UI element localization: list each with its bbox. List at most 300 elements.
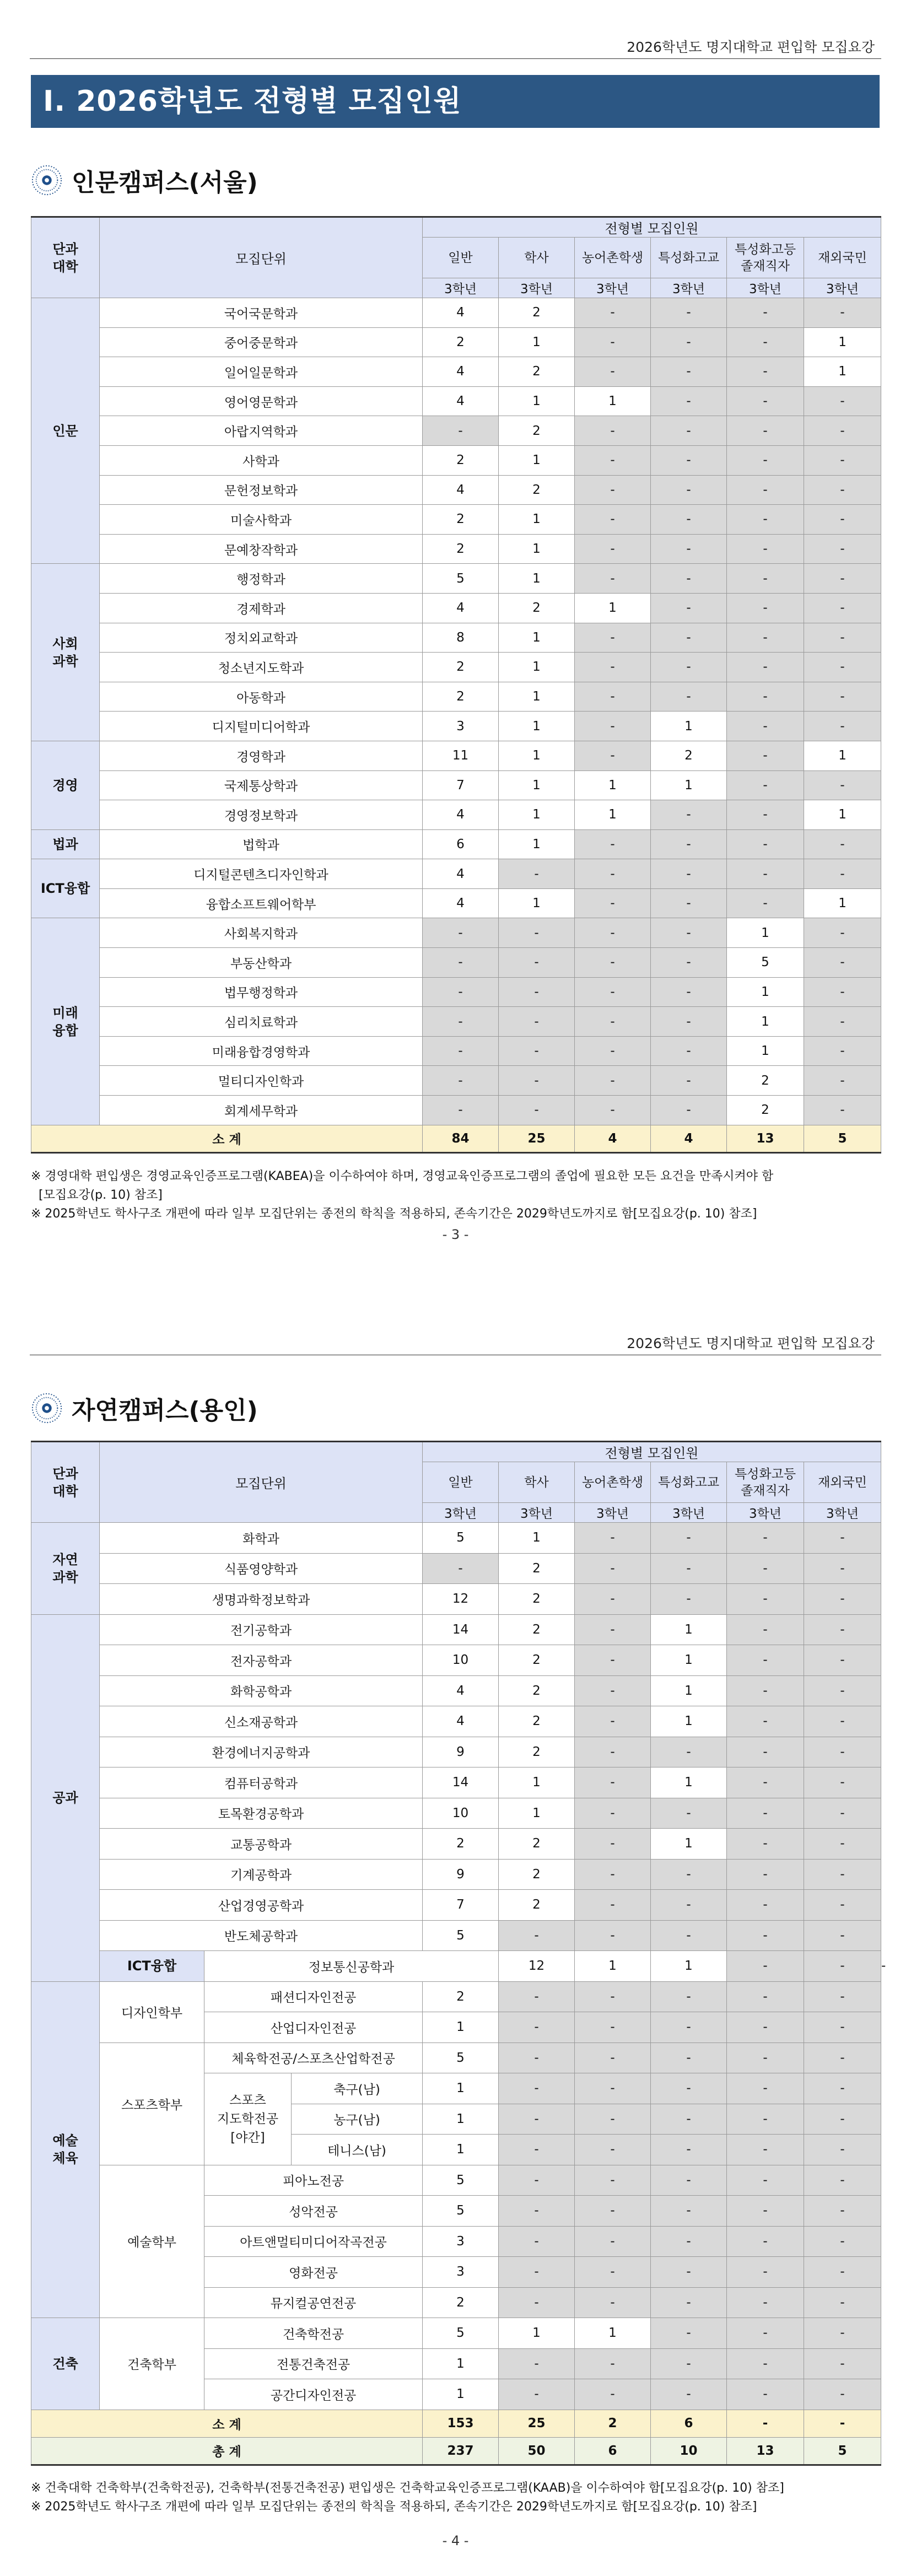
value-cell: -	[575, 1675, 651, 1706]
value-cell: 1	[423, 2348, 499, 2379]
college-cell: 법과	[31, 829, 100, 859]
value-cell: -	[575, 2073, 651, 2104]
value-cell: -	[727, 1767, 804, 1798]
value-cell: -	[651, 2196, 727, 2227]
col-year: 3학년	[804, 278, 881, 298]
value-cell: -	[651, 505, 727, 535]
value-cell: 1	[499, 445, 575, 475]
value-cell: 1	[499, 505, 575, 535]
value-cell: 4	[423, 888, 499, 918]
value-cell: -	[727, 1706, 804, 1737]
value-cell: -	[423, 1553, 499, 1584]
value-cell: -	[575, 1706, 651, 1737]
unit-cell: 반도체공학과	[100, 1920, 423, 1951]
value-cell: -	[804, 1737, 881, 1767]
unit-cell: 융합소프트웨어학부	[100, 888, 423, 918]
table-row	[31, 770, 881, 800]
value-cell: -	[804, 1890, 881, 1921]
value-cell: -	[575, 682, 651, 712]
subtotal-value: 84	[423, 1125, 499, 1152]
college-cell: ICT융합	[100, 1951, 204, 1982]
value-cell: -	[575, 859, 651, 889]
note-2: ※ 2025학년도 학사구조 개편에 따라 일부 모집단위는 종전의 학칙을 적용하되, 존속기간은 2029학년도까지로 함[모집요강(p. 10) 참조]	[31, 2500, 757, 2514]
table-row	[31, 564, 881, 594]
value-cell: -	[727, 593, 804, 623]
value-cell: -	[651, 2135, 727, 2165]
value-cell: -	[499, 948, 575, 978]
value-cell: -	[727, 829, 804, 859]
value-cell: -	[727, 741, 804, 770]
subtotal-value: 4	[575, 1125, 651, 1152]
page-number-3: - 3 -	[442, 1227, 469, 1242]
value-cell: -	[499, 2165, 575, 2196]
value-cell: 2	[423, 505, 499, 535]
value-cell: -	[804, 2226, 881, 2257]
value-cell: 1	[499, 682, 575, 712]
value-cell: 2	[499, 1737, 575, 1767]
subtotal-value: 13	[727, 1125, 804, 1152]
value-cell: -	[575, 2043, 651, 2073]
total-row	[31, 2437, 881, 2465]
col-type: 농어촌학생	[575, 238, 651, 278]
value-cell: 1	[651, 1829, 727, 1860]
value-cell: -	[651, 829, 727, 859]
value-cell: -	[575, 712, 651, 741]
value-cell: -	[575, 1737, 651, 1767]
table-row	[31, 2165, 881, 2196]
value-cell: -	[499, 2135, 575, 2165]
subtotal-value: 25	[499, 2410, 575, 2437]
value-cell: -	[727, 2135, 804, 2165]
value-cell: 3	[423, 712, 499, 741]
value-cell: -	[575, 298, 651, 328]
value-cell: -	[727, 298, 804, 328]
value-cell: 1	[499, 712, 575, 741]
value-cell: -	[651, 534, 727, 564]
value-cell: 1	[575, 386, 651, 416]
value-cell: -	[727, 2073, 804, 2104]
value-cell: -	[651, 475, 727, 505]
col-type: 특성화고등 졸재직자	[727, 238, 804, 278]
value-cell: 1	[499, 800, 575, 830]
value-cell: -	[575, 1066, 651, 1096]
unit-cell: 토목환경공학과	[100, 1798, 423, 1829]
value-cell: -	[575, 327, 651, 357]
value-cell: -	[804, 2257, 881, 2288]
value-cell: 4	[423, 800, 499, 830]
value-cell: -	[804, 712, 881, 741]
value-cell: -	[727, 1829, 804, 1860]
table-row	[31, 1890, 881, 1921]
value-cell: 1	[423, 2012, 499, 2043]
table-row	[31, 2043, 881, 2073]
value-cell: -	[727, 770, 804, 800]
value-cell: 1	[499, 1798, 575, 1829]
value-cell: -	[804, 593, 881, 623]
value-cell: -	[575, 1859, 651, 1890]
value-cell: 1	[804, 800, 881, 830]
value-cell: -	[575, 2348, 651, 2379]
value-cell: -	[727, 1890, 804, 1921]
value-cell: -	[575, 653, 651, 682]
value-cell: -	[575, 2135, 651, 2165]
subtotal-label: 소 계	[31, 1125, 423, 1152]
value-cell: -	[575, 977, 651, 1007]
note-1: ※ 건축대학 건축학부(건축학전공), 건축학부(전통건축전공) 편입생은 건축학교육인증프로그램(KAAB)을 이수하여야 함[모집요강(p. 10) 참조]	[31, 2481, 784, 2495]
value-cell: 1	[499, 386, 575, 416]
value-cell: -	[804, 386, 881, 416]
value-cell: -	[727, 1584, 804, 1615]
value-cell: -	[804, 1675, 881, 1706]
value-cell: -	[499, 1096, 575, 1125]
page-header-2: 2026학년도 명지대학교 편입학 모집요강	[627, 1335, 875, 1351]
unit-cell: 전통건축전공	[204, 2348, 423, 2379]
value-cell: -	[804, 1859, 881, 1890]
value-cell: 5	[423, 2043, 499, 2073]
value-cell: 2	[423, 1829, 499, 1860]
value-cell: -	[575, 2287, 651, 2318]
value-cell: -	[651, 1036, 727, 1066]
value-cell: 1	[651, 712, 727, 741]
col-year: 3학년	[575, 278, 651, 298]
value-cell: 1	[499, 564, 575, 594]
value-cell: -	[499, 1981, 575, 2012]
subtotal-value: 25	[499, 1125, 575, 1152]
value-cell: -	[804, 1553, 881, 1584]
value-cell: -	[651, 2379, 727, 2410]
value-cell: -	[804, 416, 881, 446]
value-cell: -	[651, 2073, 727, 2104]
value-cell: -	[804, 2287, 881, 2318]
value-cell: 5	[423, 1920, 499, 1951]
dept-cell: 디자인학부	[100, 1981, 204, 2043]
value-cell: -	[423, 1007, 499, 1037]
value-cell: 1	[423, 2135, 499, 2165]
unit-cell: 농구(남)	[292, 2104, 423, 2135]
value-cell: -	[651, 2257, 727, 2288]
value-cell: -	[651, 1584, 727, 1615]
campus-title-yongin	[31, 1389, 258, 1427]
value-cell: -	[651, 564, 727, 594]
value-cell: 1	[651, 1706, 727, 1737]
table-row	[31, 593, 881, 623]
value-cell: -	[804, 445, 881, 475]
value-cell: -	[804, 2318, 881, 2349]
value-cell: -	[575, 445, 651, 475]
value-cell: -	[499, 859, 575, 889]
value-cell: -	[423, 416, 499, 446]
unit-cell: 심리치료학과	[100, 1007, 423, 1037]
value-cell: -	[651, 682, 727, 712]
unit-cell: 문예창작학과	[100, 534, 423, 564]
value-cell: 1	[804, 741, 881, 770]
subtotal-row	[31, 2410, 881, 2437]
value-cell: -	[651, 357, 727, 387]
value-cell: -	[804, 2104, 881, 2135]
unit-cell: 산업디자인전공	[204, 2012, 423, 2043]
value-cell: -	[575, 1553, 651, 1584]
value-cell: -	[651, 1007, 727, 1037]
table-row	[31, 1096, 881, 1125]
value-cell: -	[727, 1859, 804, 1890]
value-cell: -	[727, 357, 804, 387]
value-cell: 12	[499, 1951, 575, 1982]
value-cell: -	[575, 1798, 651, 1829]
value-cell: 5	[423, 2165, 499, 2196]
value-cell: -	[651, 1737, 727, 1767]
section-title-banner: Ⅰ. 2026학년도 전형별 모집인원	[31, 75, 880, 128]
value-cell: -	[727, 475, 804, 505]
value-cell: -	[727, 1523, 804, 1554]
value-cell: -	[804, 505, 881, 535]
value-cell: -	[804, 1645, 881, 1676]
value-cell: -	[804, 948, 881, 978]
value-cell: -	[575, 1645, 651, 1676]
value-cell: 10	[423, 1798, 499, 1829]
value-cell: -	[575, 1829, 651, 1860]
value-cell: -	[727, 2226, 804, 2257]
value-cell: -	[575, 888, 651, 918]
seoul-notes	[31, 1167, 891, 1224]
value-cell: 1	[727, 1036, 804, 1066]
value-cell: -	[727, 1614, 804, 1645]
col-type: 특성화고교	[651, 1462, 727, 1503]
unit-cell: 아랍지역학과	[100, 416, 423, 446]
subtotal-label: 소 계	[31, 2410, 423, 2437]
unit-cell: 패션디자인전공	[204, 1981, 423, 2012]
university-emblem-icon	[31, 164, 63, 196]
value-cell: 1	[499, 888, 575, 918]
value-cell: -	[575, 1920, 651, 1951]
value-cell: -	[804, 475, 881, 505]
table-row	[31, 1706, 881, 1737]
note-2: ※ 2025학년도 학사구조 개편에 따라 일부 모집단위는 종전의 학칙을 적용하되, 존속기간은 2029학년도까지로 함[모집요강(p. 10) 참조]	[31, 1207, 757, 1221]
value-cell: 4	[423, 475, 499, 505]
value-cell: 1	[651, 1645, 727, 1676]
page-header: 2026학년도 명지대학교 편입학 모집요강	[627, 39, 875, 55]
page-number-4: - 4 -	[442, 2533, 469, 2548]
unit-cell: 산업경영공학과	[100, 1890, 423, 1921]
total-value: 13	[727, 2437, 804, 2465]
value-cell: -	[499, 2257, 575, 2288]
value-cell: 2	[499, 1584, 575, 1615]
value-cell: -	[804, 1614, 881, 1645]
unit-cell: 신소재공학과	[100, 1706, 423, 1737]
value-cell: 1	[423, 2073, 499, 2104]
value-cell: -	[575, 416, 651, 446]
value-cell: -	[499, 2287, 575, 2318]
value-cell: 4	[423, 298, 499, 328]
value-cell: 2	[499, 298, 575, 328]
value-cell: 14	[423, 1767, 499, 1798]
value-cell: -	[804, 1523, 881, 1554]
table-row	[31, 475, 881, 505]
value-cell: -	[575, 357, 651, 387]
col-type: 재외국민	[804, 1462, 881, 1503]
subtotal-value: 153	[423, 2410, 499, 2437]
campus-title-seoul	[31, 161, 258, 200]
dept-cell: 스포츠학부	[100, 2043, 204, 2165]
value-cell: -	[727, 327, 804, 357]
value-cell: -	[651, 1523, 727, 1554]
total-label: 총 계	[31, 2437, 423, 2465]
col-year: 3학년	[727, 278, 804, 298]
value-cell: 1	[575, 770, 651, 800]
table-row	[31, 1829, 881, 1860]
value-cell: -	[499, 1007, 575, 1037]
value-cell: 1	[423, 2379, 499, 2410]
value-cell: -	[651, 2348, 727, 2379]
table-row	[31, 800, 881, 830]
value-cell: -	[727, 416, 804, 446]
col-year: 3학년	[727, 1503, 804, 1523]
value-cell: 2	[499, 357, 575, 387]
value-cell: -	[804, 770, 881, 800]
col-type: 일반	[423, 238, 499, 278]
unit-cell: 경영학과	[100, 741, 423, 770]
value-cell: -	[651, 445, 727, 475]
value-cell: 1	[727, 977, 804, 1007]
col-type: 특성화고교	[651, 238, 727, 278]
unit-cell: 디지털미디어학과	[100, 712, 423, 741]
unit-cell: 아동학과	[100, 682, 423, 712]
value-cell: -	[804, 653, 881, 682]
value-cell: 7	[423, 770, 499, 800]
value-cell: 2	[727, 1096, 804, 1125]
value-cell: 4	[423, 357, 499, 387]
value-cell: -	[575, 829, 651, 859]
value-cell: 7	[423, 1890, 499, 1921]
value-cell: -	[804, 1584, 881, 1615]
subtotal-row	[31, 1125, 881, 1152]
table-row	[31, 918, 881, 948]
value-cell: 1	[575, 1951, 651, 1982]
value-cell: -	[727, 653, 804, 682]
value-cell: 2	[499, 475, 575, 505]
table-row	[31, 416, 881, 446]
value-cell: -	[575, 2196, 651, 2227]
value-cell: 2	[727, 1066, 804, 1096]
value-cell: 12	[423, 1584, 499, 1615]
unit-cell: 화학공학과	[100, 1675, 423, 1706]
value-cell: -	[804, 298, 881, 328]
table-row	[31, 948, 881, 978]
value-cell: 5	[423, 564, 499, 594]
subtotal-value: 2	[575, 2410, 651, 2437]
table-row	[31, 888, 881, 918]
table-row	[31, 623, 881, 653]
table-row	[31, 1981, 881, 2012]
yongin-notes	[31, 2479, 891, 2516]
table-row	[31, 1036, 881, 1066]
value-cell: -	[575, 1584, 651, 1615]
value-cell: 2	[651, 741, 727, 770]
col-year: 3학년	[423, 278, 499, 298]
value-cell: -	[727, 2379, 804, 2410]
value-cell: -	[727, 2104, 804, 2135]
table-row	[31, 1584, 881, 1615]
col-type: 농어촌학생	[575, 1462, 651, 1503]
value-cell: 2	[499, 593, 575, 623]
value-cell: -	[804, 977, 881, 1007]
value-cell: -	[727, 1737, 804, 1767]
value-cell: -	[423, 1096, 499, 1125]
value-cell: -	[727, 682, 804, 712]
total-value: 6	[575, 2437, 651, 2465]
value-cell: 4	[423, 859, 499, 889]
value-cell: -	[575, 623, 651, 653]
value-cell: -	[651, 623, 727, 653]
value-cell: -	[575, 475, 651, 505]
value-cell: -	[804, 682, 881, 712]
value-cell: 2	[423, 445, 499, 475]
unit-cell: 컴퓨터공학과	[100, 1767, 423, 1798]
value-cell: 1	[423, 2104, 499, 2135]
value-cell: -	[651, 2318, 727, 2349]
value-cell: -	[423, 1066, 499, 1096]
unit-cell: 사학과	[100, 445, 423, 475]
value-cell: -	[804, 1066, 881, 1096]
value-cell: -	[804, 1706, 881, 1737]
unit-cell: 정치외교학과	[100, 623, 423, 653]
unit-cell: 영어영문학과	[100, 386, 423, 416]
value-cell: -	[575, 2012, 651, 2043]
value-cell: -	[727, 2165, 804, 2196]
value-cell: 2	[499, 1675, 575, 1706]
col-year: 3학년	[804, 1503, 881, 1523]
value-cell: 1	[575, 800, 651, 830]
value-cell: -	[727, 800, 804, 830]
value-cell: -	[727, 1675, 804, 1706]
unit-cell: 영화전공	[204, 2257, 423, 2288]
value-cell: -	[499, 2012, 575, 2043]
table-row	[31, 1523, 881, 1554]
unit-cell: 사회복지학과	[100, 918, 423, 948]
value-cell: -	[651, 2043, 727, 2073]
value-cell: -	[804, 1981, 881, 2012]
table-row	[31, 1920, 881, 1951]
value-cell: 14	[423, 1614, 499, 1645]
value-cell: 1	[575, 2318, 651, 2349]
table-row	[31, 1645, 881, 1676]
table-row	[31, 2318, 881, 2349]
value-cell: 1	[804, 357, 881, 387]
value-cell: 1	[651, 1614, 727, 1645]
value-cell: -	[804, 1829, 881, 1860]
value-cell: -	[499, 2379, 575, 2410]
value-cell: 1	[651, 1951, 727, 1982]
unit-cell: 축구(남)	[292, 2073, 423, 2104]
value-cell: -	[727, 1920, 804, 1951]
value-cell: -	[575, 1890, 651, 1921]
value-cell: -	[804, 1798, 881, 1829]
value-cell: -	[651, 1859, 727, 1890]
value-cell: -	[804, 1036, 881, 1066]
unit-cell: 화학과	[100, 1523, 423, 1554]
value-cell: 5	[423, 2318, 499, 2349]
unit-cell: 아트앤멀티미디어작곡전공	[204, 2226, 423, 2257]
unit-cell: 미래융합경영학과	[100, 1036, 423, 1066]
table-row	[31, 1767, 881, 1798]
total-value: 50	[499, 2437, 575, 2465]
value-cell: -	[575, 2165, 651, 2196]
value-cell: -	[804, 564, 881, 594]
value-cell: -	[727, 1798, 804, 1829]
value-cell: 2	[499, 1614, 575, 1645]
unit-cell: 성악전공	[204, 2196, 423, 2227]
col-unit: 모집단위	[100, 217, 423, 298]
unit-cell: 청소년지도학과	[100, 653, 423, 682]
